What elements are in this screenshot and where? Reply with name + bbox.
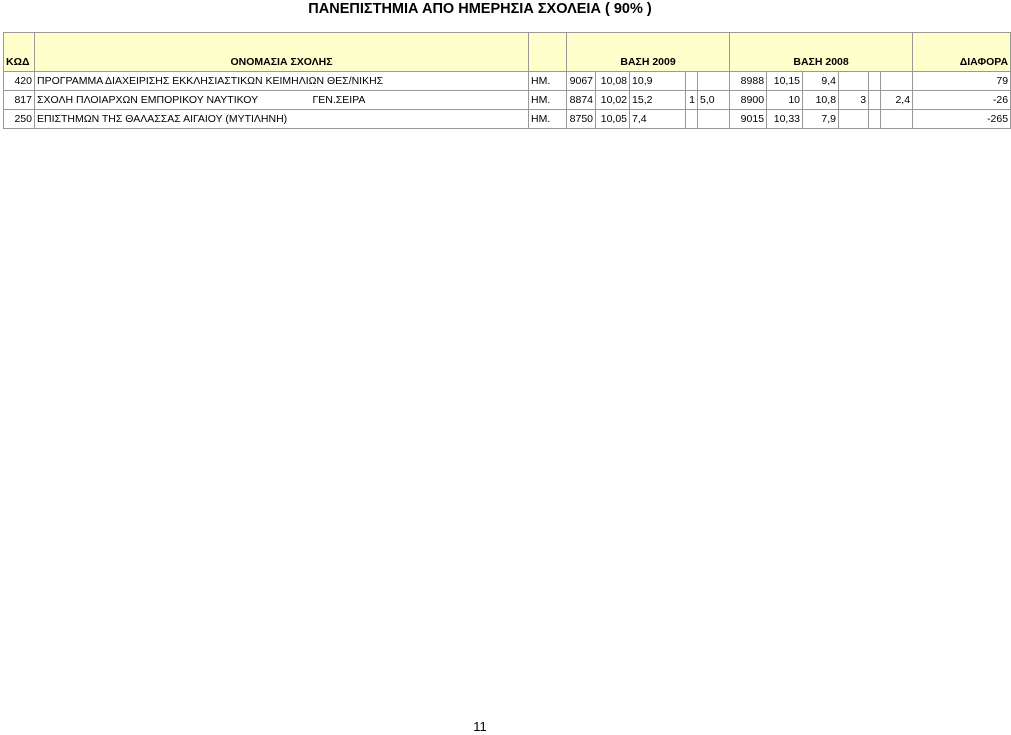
cell-spacer-2008 xyxy=(869,110,881,129)
header-type-spacer xyxy=(529,33,567,72)
cell-diff: 79 xyxy=(913,72,1011,91)
cell-extra xyxy=(303,110,529,129)
cell-spacer-2008 xyxy=(869,91,881,110)
cell-base-2008: 9015 xyxy=(730,110,767,129)
cell-code: 817 xyxy=(4,91,35,110)
cell-base-2009: 8874 xyxy=(567,91,596,110)
header-diff: ΔΙΑΦΟΡΑ xyxy=(913,33,1011,72)
cell-n-2009 xyxy=(686,110,698,129)
header-name: ΟΝΟΜΑΣΙΑ ΣΧΟΛΗΣ xyxy=(35,33,529,72)
cell-n-2009 xyxy=(686,72,698,91)
cell-avg-2009: 10,02 xyxy=(596,91,630,110)
cell-p-2008 xyxy=(881,110,913,129)
cell-c-2009: 7,4 xyxy=(630,110,686,129)
cell-c-2008: 9,4 xyxy=(803,72,839,91)
cell-type: ΗΜ. xyxy=(529,110,567,129)
table-row xyxy=(4,91,1011,110)
cell-c-2008: 7,9 xyxy=(803,110,839,129)
cell-p-2009 xyxy=(698,110,730,129)
cell-name: ΕΠΙΣΤΗΜΩΝ ΤΗΣ ΘΑΛΑΣΣΑΣ ΑΙΓΑΙΟΥ (ΜΥΤΙΛΗΝΗ) xyxy=(35,110,303,129)
cell-name: ΠΡΟΓΡΑΜΜΑ ΔΙΑΧΕΙΡΙΣΗΣ ΕΚΚΛΗΣΙΑΣΤΙΚΩΝ ΚΕΙΜΗΛΙΩΝ ΘΕΣ/ΝΙΚΗΣ xyxy=(35,72,303,91)
cell-type: ΗΜ. xyxy=(529,91,567,110)
cell-code: 250 xyxy=(4,110,35,129)
cell-type: ΗΜ. xyxy=(529,72,567,91)
cell-p-2008: 2,4 xyxy=(881,91,913,110)
cell-c-2009: 10,9 xyxy=(630,72,686,91)
page-number: 11 xyxy=(473,719,487,734)
cell-p-2009 xyxy=(698,72,730,91)
cell-avg-2009: 10,05 xyxy=(596,110,630,129)
header-base-2008: ΒΑΣΗ 2008 xyxy=(730,33,913,72)
cell-c-2008: 10,8 xyxy=(803,91,839,110)
cell-n-2008 xyxy=(839,72,869,91)
cell-n-2009: 1 xyxy=(686,91,698,110)
cell-p-2008 xyxy=(881,72,913,91)
cell-n-2008 xyxy=(839,110,869,129)
cell-p-2009: 5,0 xyxy=(698,91,730,110)
cell-base-2009: 8750 xyxy=(567,110,596,129)
cell-code: 420 xyxy=(4,72,35,91)
table-row xyxy=(4,110,1011,129)
cell-base-2008: 8988 xyxy=(730,72,767,91)
table-header-row xyxy=(4,33,1011,72)
cell-base-2009: 9067 xyxy=(567,72,596,91)
cell-name: ΣΧΟΛΗ ΠΛΟΙΑΡΧΩΝ ΕΜΠΟΡΙΚΟΥ ΝΑΥΤΙΚΟΥ xyxy=(35,91,303,110)
schools-table xyxy=(3,32,1011,129)
cell-avg-2008: 10 xyxy=(767,91,803,110)
cell-spacer-2008 xyxy=(869,72,881,91)
header-code: ΚΩΔ xyxy=(4,33,35,72)
cell-diff: -265 xyxy=(913,110,1011,129)
cell-avg-2009: 10,08 xyxy=(596,72,630,91)
header-base-2009: ΒΑΣΗ 2009 xyxy=(567,33,730,72)
table-row xyxy=(4,72,1011,91)
cell-base-2008: 8900 xyxy=(730,91,767,110)
cell-diff: -26 xyxy=(913,91,1011,110)
cell-avg-2008: 10,33 xyxy=(767,110,803,129)
cell-avg-2008: 10,15 xyxy=(767,72,803,91)
cell-n-2008: 3 xyxy=(839,91,869,110)
cell-extra: ΓΕΝ.ΣΕΙΡΑ xyxy=(303,91,529,110)
page-title: ΠΑΝΕΠΙΣΤΗΜΙΑ ΑΠΟ ΗΜΕΡΗΣΙΑ ΣΧΟΛΕΙΑ ( 90% ) xyxy=(308,1,652,17)
cell-c-2009: 15,2 xyxy=(630,91,686,110)
